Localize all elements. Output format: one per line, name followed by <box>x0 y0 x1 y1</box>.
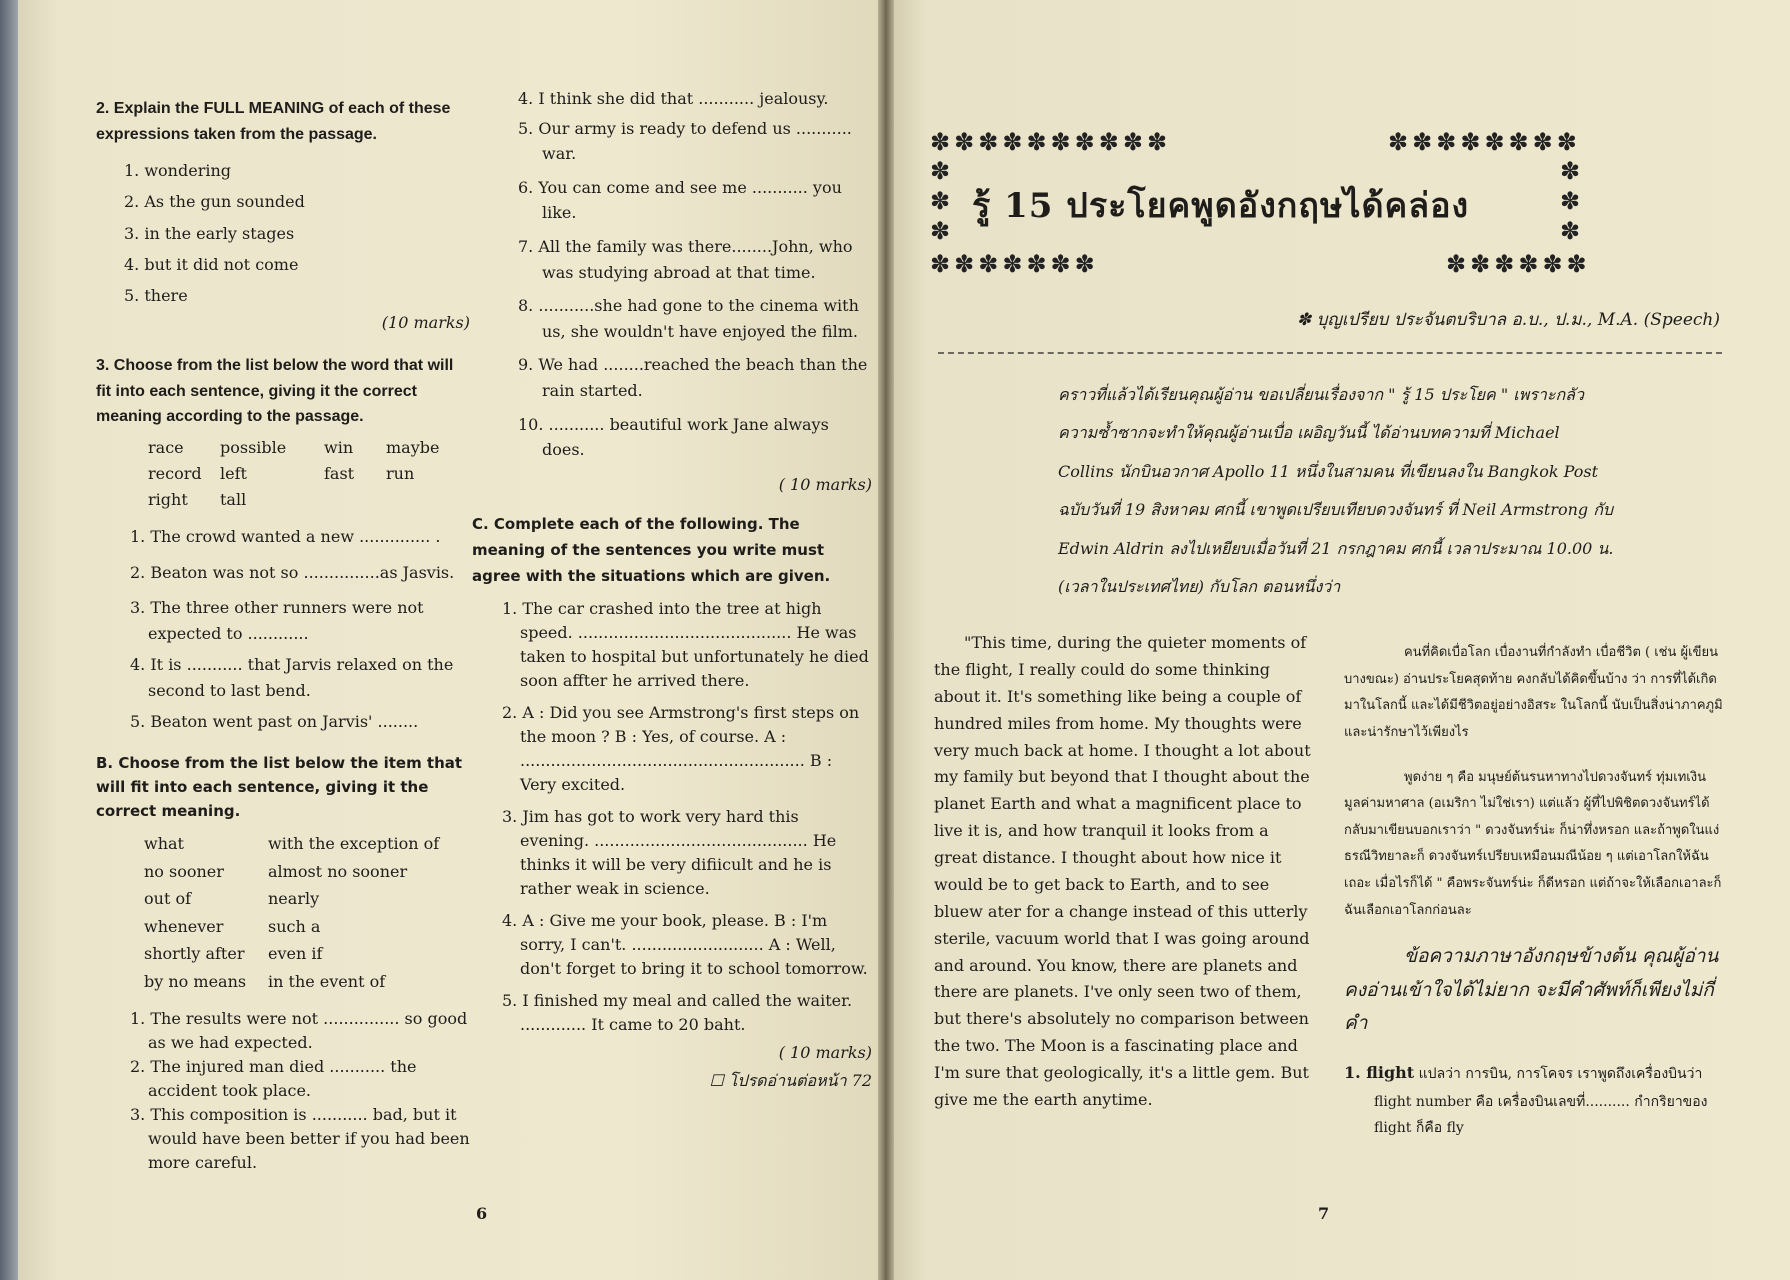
list-item: 1. wondering <box>124 161 232 181</box>
quote-column <box>934 630 1312 1114</box>
english-quote: "This time, during the quieter moments of the flight, I really could do some thinking about it. It's something like being a couple of hundred miles from home. My thoughts were very much back at home. I thought a lot about my family but beyond that I thought about the planet Earth and what a magnificent place to live it is, and how tranquil it looks from a great distance. I thought about how nice it would be to get back to Earth, and to see bluew ater for a change instead of this utterly sterile, vacuum world that I was going around and around. You know, there are planets and there are planets. I've only seen two of them, but there's absolutely no comparison between the two. The Moon is a fascinating place and I'm sure that geologically, it's a little gem. But give me the earth anytime. <box>934 633 1311 1109</box>
list-item: 5. I finished my meal and called the waiter. ............. It came to 20 baht. <box>502 991 853 1035</box>
left-column <box>96 96 470 1175</box>
article-title: รู้ 15 ประโยคพูดอังกฤษได้คล่อง <box>972 186 1470 226</box>
word: win <box>324 437 354 457</box>
list-item: 5. Beaton went past on Jarvis' ........ <box>130 712 419 732</box>
marks-label: (10 marks) <box>381 313 470 333</box>
word: run <box>386 463 415 483</box>
question-2-list <box>96 155 470 311</box>
marks-label: ( 10 marks) <box>778 1043 872 1063</box>
page-number-right: 7 <box>1318 1204 1330 1223</box>
word: right <box>148 489 188 509</box>
word: possible <box>220 437 287 457</box>
item: such a <box>268 916 321 936</box>
thai-column <box>1344 640 1724 1142</box>
question-B-title: B. Choose from the list below the item that will fit into each sentence, giving it the correct meaning. <box>96 754 463 821</box>
question-2-title: 2. Explain the FULL MEANING of each of these expressions taken from the passage. <box>96 100 451 143</box>
list-item: 4. I think she did that ........... jealousy. <box>518 89 829 108</box>
word: tall <box>220 489 247 509</box>
word: record <box>148 463 202 483</box>
item: shortly after <box>144 944 245 964</box>
middle-column <box>472 86 872 1093</box>
star-border-bottom-left: ✽✽✽✽✽✽✽ <box>930 250 1099 278</box>
star-border-left: ✽ ✽ ✽ <box>930 157 955 245</box>
book-gutter <box>878 0 894 1280</box>
item: nearly <box>268 889 320 909</box>
list-item: 4. A : Give me your book, please. B : I'm sorry, I can't. .......................... A : Well, don't forget to bring it to school tomorrow. <box>502 911 868 979</box>
list-item: 4. It is ........... that Jarvis relaxed on the second to last bend. <box>130 655 454 700</box>
item: even if <box>268 944 323 964</box>
article-intro: คราวที่แล้วได้เรียนคุณผู้อ่าน ขอเปลี่ยนเรื่องจาก " รู้ 15 ประโยค " เพราะกลัวความซ้ำซากจะทำให้คุณผู้อ่านเบื่อ เผอิญวันนี้ ได้อ่านบทความที่ Michael Collins นักบินอวกาศ Apollo 11 หนึ่งในสามคน ที่เขียนลงใน Bangkok Post ฉบับวันที่ 19 สิงหาคม ศกนี้ เขาพูดเปรียบเทียบดวงจันทร์ ที่ Neil Armstrong กับ Edwin Aldrin ลงไปเหยียบเมื่อวันที่ 21 กรกฎาคม ศกนี้ เวลาประมาณ 10.00 น. (เวลาในประเทศไทย) กับโลก ตอนหนึ่งว่า <box>1058 385 1614 596</box>
vocab-word: 1. flight <box>1344 1063 1415 1083</box>
list-item: 3. The three other runners were not expected to ............ <box>130 598 424 643</box>
word-list <box>148 436 470 512</box>
list-item: 1. The crowd wanted a new .............. . <box>130 526 441 546</box>
list-item: 4. but it did not come <box>124 254 299 274</box>
list-item: 6. You can come and see me ........... you like. <box>518 177 842 223</box>
star-border-right: ✽ ✽ ✽ <box>1560 157 1585 245</box>
word: fast <box>324 463 355 483</box>
list-item: 2. A : Did you see Armstrong's first steps on the moon ? B : Yes, of course. A : ........................................................ B : Very excited. <box>502 703 860 795</box>
question-C-list <box>496 597 872 1037</box>
word: left <box>220 463 247 483</box>
item: out of <box>144 889 192 909</box>
exercise-continuation <box>496 86 872 463</box>
list-item: 1. The car crashed into the tree at high speed. .......................................... He was taken to hospital but unfortunately he died soon affter he arrived there. <box>502 599 869 691</box>
article-author: ✽ บุญเปรียบ ประจันตบริบาล อ.บ., ป.ม., M.A. (Speech) <box>1296 310 1720 330</box>
question-B-list <box>96 1007 470 1175</box>
list-item: 5. there <box>124 285 188 305</box>
item: with the exception of <box>268 834 440 854</box>
question-C-title: C. Complete each of the following. The meaning of the sentences you write must agree with the situations which are given. <box>472 514 831 586</box>
question-3-list <box>96 524 470 735</box>
item: no sooner <box>144 861 224 881</box>
list-item: 1. The results were not ............... so good as we had expected. <box>130 1008 468 1052</box>
list-item: 3. Jim has got to work very hard this evening. .......................................... He thinks it will be very difiicult and he is rather weak in science. <box>502 807 837 899</box>
continued-note: ☐ โปรดอ่านต่อหน้า 72 <box>709 1071 872 1091</box>
list-item: 10. ........... beautiful work Jane always does. <box>518 414 829 460</box>
item-list <box>144 831 470 995</box>
item: in the event of <box>268 972 386 992</box>
list-item: 2. The injured man died ........... the accident took place. <box>130 1056 417 1100</box>
star-border-top-left: ✽✽✽✽✽✽✽✽✽✽ <box>930 128 1172 156</box>
vocab-entry <box>1344 1058 1724 1142</box>
star-border-top-right: ✽✽✽✽✽✽✽✽ <box>1388 128 1581 156</box>
item: what <box>144 834 184 854</box>
list-item: 2. As the gun sounded <box>124 192 305 212</box>
thai-paragraph: พูดง่าย ๆ คือ มนุษย์ต้นรนหาทางไปดวงจันทร์ ทุ่มเทเงินมูลค่ามหาศาล (อเมริกา ไม่ใช่เรา) แต่แล้ว ผู้ที่ไปพิชิตดวงจันทร์ได้ กลับมาเขียนบอกเราว่า " ดวงจันทร์น่ะ ก็น่าทึ่งหรอก และถ้าพูดในแง่ธรณีวิทยาละก็ ดวงจันทร์เปรียบเหมือนมณีน้อย ๆ แต่เอาโลกให้ฉันเถอะ เมื่อไรก็ได้ " คือพระจันทร์น่ะ ก็ดีหรอก แต่ถ้าจะให้เลือกเอาละก็ ฉันเลือกเอาโลกก่อนละ <box>1344 769 1722 918</box>
vocab-text: แปลว่า การบิน, การโคจร เราพูดถึงเครื่องบินว่า flight number คือ เครื่องบินเลขที่.......... กำกริยาของ flight ก็คือ fly <box>1374 1066 1708 1137</box>
list-item: 5. Our army is ready to defend us ........... war. <box>518 118 852 164</box>
item: almost no sooner <box>268 861 408 881</box>
list-item: 8. ...........she had gone to the cinema with us, she wouldn't have enjoyed the film. <box>518 296 859 341</box>
list-item: 7. All the family was there........John, who was studying abroad at that time. <box>518 236 853 282</box>
item: by no means <box>144 972 247 992</box>
list-item: 3. This composition is ........... bad, but it would have been better if you had been more careful. <box>130 1104 470 1172</box>
item: whenever <box>144 916 224 936</box>
thai-paragraph: คนที่คิดเบื่อโลก เบื่องานที่กำลังทำ เบื่อชีวิต ( เช่น ผู้เขียนบางขณะ) อ่านประโยคสุดท้าย คงกลับได้คิดขึ้นบ้าง ว่า การที่ได้เกิดมาในโลกนี้ และได้มีชีวิตอยู่อย่างอิสระ ในโลกนี้ นับเป็นสิ่งน่าภาคภูมิและน่ารักษาไว้เพียงไร <box>1344 645 1723 740</box>
list-item: 9. We had ........reached the beach than the rain started. <box>518 355 868 400</box>
word: race <box>148 437 184 457</box>
list-item: 3. in the early stages <box>124 223 295 243</box>
star-border-bottom-right: ✽✽✽✽✽✽ <box>1446 250 1591 278</box>
divider <box>938 352 1722 354</box>
word: maybe <box>386 437 440 457</box>
thai-paragraph-italic: ข้อความภาษาอังกฤษข้างต้น คุณผู้อ่านคงอ่านเข้าใจได้ไม่ยาก จะมีคำศัพท์ก็เพียงไม่กี่คำ <box>1344 945 1719 1034</box>
marks-label: ( 10 marks) <box>778 474 872 494</box>
question-3-title: 3. Choose from the list below the word that will fit into each sentence, giving it the correct meaning according to the passage. <box>96 357 454 426</box>
list-item: 2. Beaton was not so ...............as Jasvis. <box>130 562 455 582</box>
page-number-left: 6 <box>476 1204 488 1223</box>
